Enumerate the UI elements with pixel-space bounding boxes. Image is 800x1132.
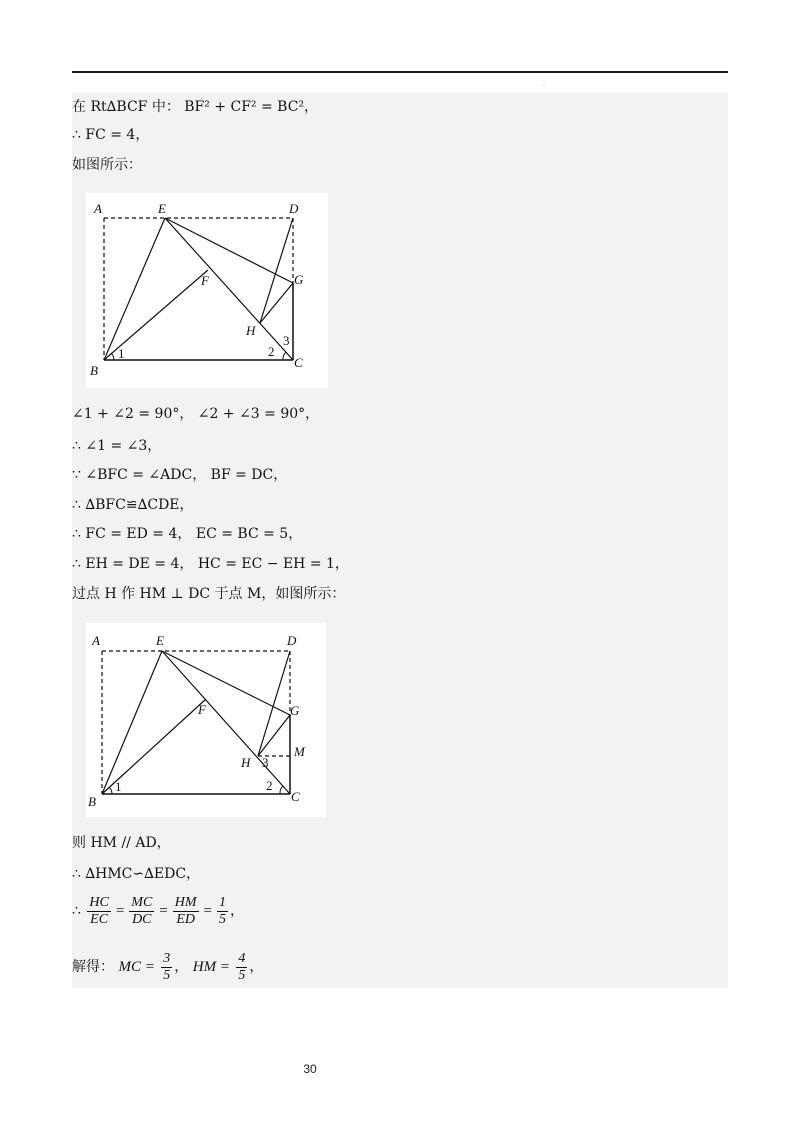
fraction-hm-value: $\frac{4}{5}$	[238, 950, 246, 983]
label-C: C	[294, 355, 303, 370]
label-A: A	[94, 201, 102, 216]
label-E: E	[156, 633, 164, 648]
text-line-4: ∠1 + ∠2 = 90°， ∠2 + ∠3 = 90°，	[72, 406, 320, 422]
segment-BE	[104, 218, 165, 360]
hm-label: HM =	[192, 959, 230, 975]
segment-BE	[102, 651, 162, 794]
segment-HG	[260, 283, 293, 323]
label-E: E	[158, 201, 166, 216]
segment-HD	[258, 651, 290, 756]
label-angle-2: 2	[268, 344, 275, 359]
fraction-mc-value: $\frac{3}{5}$	[163, 950, 171, 983]
label-D: D	[289, 201, 299, 216]
fraction-hc-ec: $\frac{HC}{EC}$	[89, 894, 109, 927]
angle-1-arc	[111, 353, 114, 360]
segment-EG	[162, 651, 290, 715]
label-H: H	[246, 323, 256, 338]
angle-1-arc	[109, 787, 112, 794]
segment-HG	[258, 715, 290, 756]
label-M: M	[294, 744, 305, 759]
angle-2-arc	[280, 786, 283, 794]
text-line-2: ∴ FC = 4，	[72, 127, 150, 143]
label-F: F	[201, 273, 209, 288]
text-line-8: ∴ FC = ED = 4， EC = BC = 5，	[72, 526, 303, 542]
header-rule	[72, 71, 728, 73]
text-line-10: 过点 H 作 HM ⊥ DC 于点 M，如图所示：	[72, 586, 346, 602]
text-line-6: ∵ ∠BFC = ∠ADC， BF = DC，	[72, 467, 288, 483]
label-angle-3: 3	[262, 755, 269, 770]
fraction-one-fifth: $\frac{1}{5}$	[219, 894, 227, 927]
label-angle-1: 1	[118, 346, 125, 361]
header-dot: ·	[543, 83, 545, 90]
geometry-figure-1	[86, 193, 328, 388]
label-H: H	[241, 755, 251, 770]
geometry-figure-2	[86, 623, 326, 817]
page-number: 30	[303, 1062, 317, 1076]
label-G: G	[290, 703, 300, 718]
label-angle-1: 1	[115, 779, 122, 794]
ratio-equation: ∴ $\frac{HC}{EC}$ = $\frac{MC}{DC}$ = $\frac{HM}{ED}$ = $\frac{1}{5}$ ，	[72, 894, 245, 927]
text-line-12: ∴ ∆HMC∽∆EDC，	[72, 866, 201, 882]
segment-EG	[165, 218, 293, 283]
text-line-1: 在 Rt∆BCF 中： BF² + CF² = BC²，	[72, 99, 319, 115]
figure-1-svg	[86, 193, 328, 388]
text-line-9: ∴ EH = DE = 4， HC = EC − EH = 1，	[72, 556, 349, 572]
text-line-11: 则 HM // AD，	[72, 835, 171, 851]
label-C: C	[291, 789, 300, 804]
label-D: D	[287, 633, 297, 648]
label-G: G	[294, 272, 304, 287]
fraction-mc-dc: $\frac{MC}{DC}$	[131, 894, 153, 927]
solve-prefix: 解得：	[72, 959, 114, 975]
label-A: A	[92, 633, 100, 648]
text-line-3: 如图所示：	[72, 157, 142, 173]
mc-label: MC =	[118, 959, 155, 975]
angle-2-arc	[283, 352, 286, 360]
solution-panel	[72, 93, 728, 988]
figure-2-svg	[86, 623, 326, 817]
segment-HD	[260, 218, 293, 323]
text-line-5: ∴ ∠1 = ∠3，	[72, 438, 162, 454]
label-B: B	[88, 794, 96, 809]
segment-EC	[162, 651, 290, 794]
label-angle-2: 2	[266, 778, 273, 793]
segment-EC	[165, 218, 293, 360]
label-B: B	[90, 363, 98, 378]
therefore-symbol: ∴	[72, 903, 81, 919]
text-line-7: ∴ ∆BFC≌∆CDE，	[72, 497, 194, 513]
label-F: F	[198, 702, 206, 717]
label-angle-3: 3	[283, 333, 290, 348]
solution-result: 解得： MC = $\frac{3}{5}$ ， HM = $\frac{4}{5}$ ，	[72, 950, 264, 983]
fraction-hm-ed: $\frac{HM}{ED}$	[174, 894, 197, 927]
